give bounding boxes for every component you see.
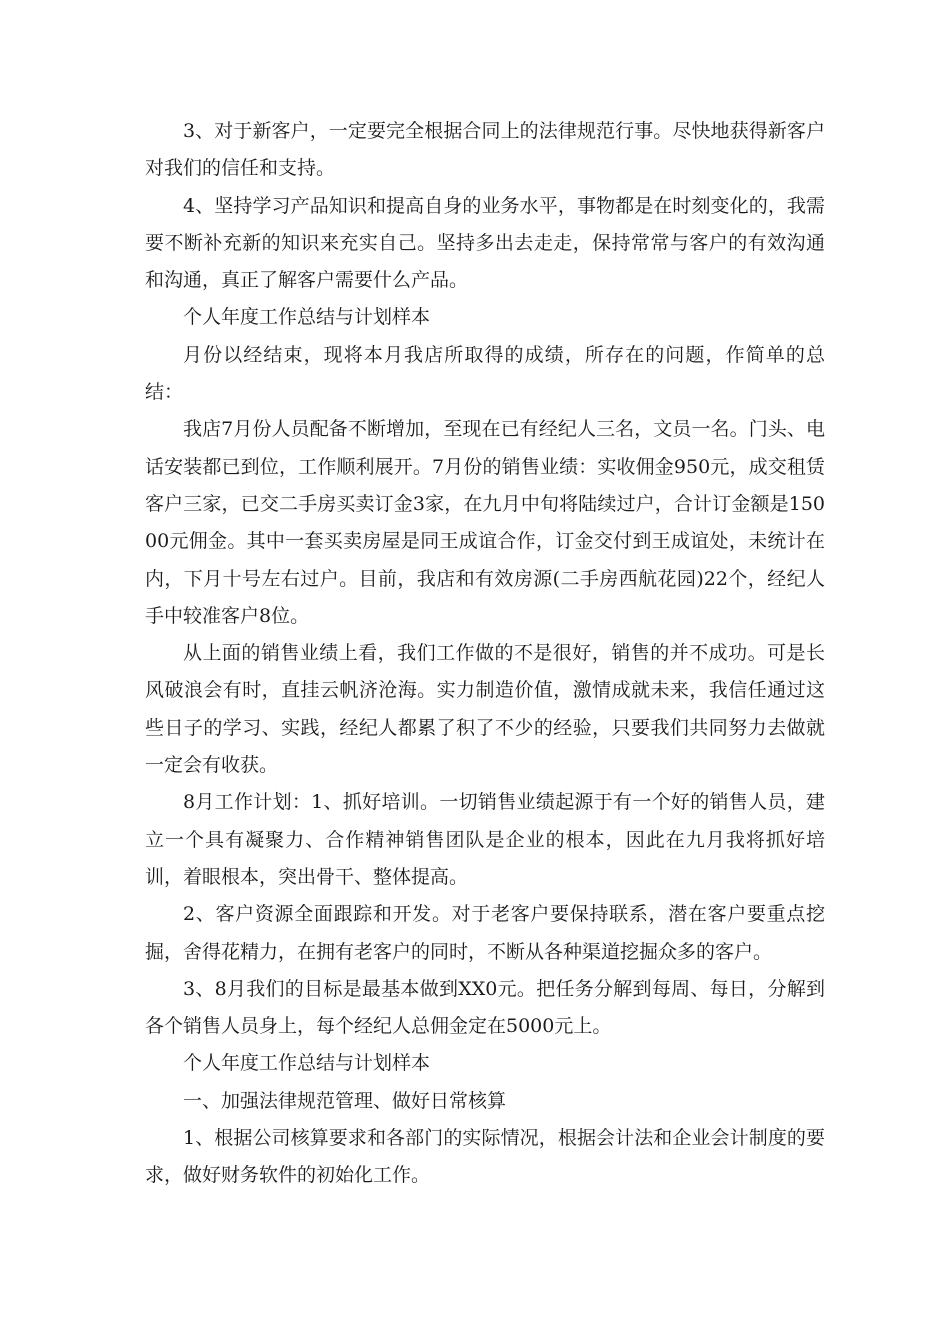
paragraph-july-results: 我店7月份人员配备不断增加，至现在已有经纪人三名，文员一名。门头、电话安装都已到位，工作顺利展开。7月份的销售业绩：实收佣金950元，成交租赁客户三家，已交二手房买卖订金3家，在九月中旬将陆续过户，合计订金额是15000元佣金。其中一套买卖房屋是同王成谊合作，订金交付到王成谊处，未统计在内，下月十号左右过户。目前，我店和有效房源(二手房西航花园)22个，经纪人手中较准客户8位。 (145, 418, 825, 627)
paragraph-month-summary-intro: 月份以经结束，现将本月我店所取得的成绩，所存在的问题，作简单的总结： (145, 343, 825, 404)
subsection-heading: 一、加强法律规范管理、做好日常核算 (183, 1089, 507, 1112)
paragraph-learning: 4、坚持学习产品知识和提高自身的业务水平，事物都是在时刻变化的，我需要不断补充新的知识来充实自己。坚持多出去走走，保持常常与客户的有效沟通和沟通，真正了解客户需要什么产品。 (145, 194, 825, 292)
document-body (145, 113, 825, 1195)
paragraph-august-plan-training: 8月工作计划：1、抓好培训。一切销售业绩起源于有一个好的销售人员，建立一个具有凝聚力、合作精神销售团队是企业的根本，因此在九月我将抓好培训，着眼根本，突出骨干、整体提高。 (145, 791, 825, 888)
paragraph-accounting-setup: 1、根据公司核算要求和各部门的实际情况，根据会计法和企业会计制度的要求，做好财务软件的初始化工作。 (145, 1127, 825, 1187)
section-heading: 个人年度工作总结与计划样本 (183, 306, 431, 329)
paragraph-assessment: 从上面的销售业绩上看，我们工作做的不是很好，销售的并不成功。可是长风破浪会有时，直挂云帆济沧海。实力制造价值，激情成就未来，我信任通过这些日子的学习、实践，经纪人都累了积了不少的经验，只要我们共同努力去做就一定会有收获。 (145, 642, 825, 777)
section-heading: 个人年度工作总结与计划样本 (183, 1052, 431, 1075)
paragraph-new-customer: 3、对于新客户，一定要完全根据合同上的法律规范行事。尽快地获得新客户对我们的信任和支持。 (145, 120, 825, 180)
paragraph-customer-resources: 2、客户资源全面跟踪和开发。对于老客户要保持联系，潜在客户要重点挖掘，舍得花精力，在拥有老客户的同时，不断从各种渠道挖掘众多的客户。 (145, 903, 825, 963)
paragraph-august-target: 3、8月我们的目标是最基本做到XX0元。把任务分解到每周、每日，分解到各个销售人员身上，每个经纪人总佣金定在5000元上。 (145, 977, 825, 1038)
